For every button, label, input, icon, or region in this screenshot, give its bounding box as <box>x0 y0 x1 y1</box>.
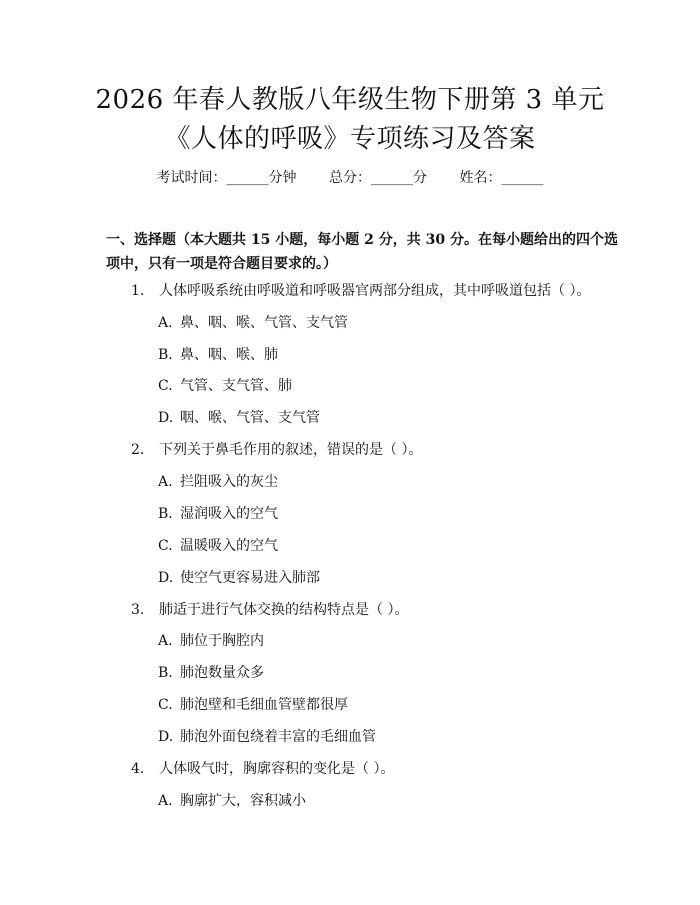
option-text: 鼻、咽、喉、气管、支气管 <box>180 315 348 331</box>
question-2 <box>131 440 422 460</box>
question-1-option-a <box>158 313 348 333</box>
option-letter: B. <box>158 506 173 522</box>
question-number: 3. <box>131 602 145 618</box>
option-letter: D. <box>158 729 174 745</box>
total-score-field: 总分：______分 <box>329 170 427 186</box>
question-number: 2. <box>131 442 145 458</box>
question-text: 人体呼吸系统由呼吸道和呼吸器官两部分组成，其中呼吸道包括（ ）。 <box>159 283 591 299</box>
option-letter: B. <box>158 347 173 363</box>
question-text: 肺适于进行气体交换的结构特点是（ ）。 <box>159 602 409 618</box>
option-text: 咽、喉、气管、支气管 <box>180 410 320 426</box>
question-text: 人体吸气时，胸廓容积的变化是（ ）。 <box>159 761 395 777</box>
option-letter: C. <box>158 697 173 713</box>
option-letter: D. <box>158 570 174 586</box>
option-letter: D. <box>158 410 174 426</box>
option-letter: A. <box>158 315 173 331</box>
question-2-option-a <box>158 472 278 492</box>
question-3 <box>131 600 408 620</box>
question-1 <box>131 281 590 301</box>
question-3-option-c <box>158 695 348 715</box>
option-letter: A. <box>158 633 173 649</box>
question-4 <box>131 759 394 779</box>
option-text: 肺泡数量众多 <box>180 665 264 681</box>
question-1-option-b <box>158 345 278 365</box>
option-letter: A. <box>158 793 173 809</box>
question-number: 4. <box>131 761 145 777</box>
exam-time-field: 考试时间：______分钟 <box>156 170 297 186</box>
question-1-option-d <box>158 408 320 428</box>
question-3-option-a <box>158 631 264 651</box>
option-letter: C. <box>158 538 173 554</box>
document-title-line-1: 2026 年春人教版八年级生物下册第 3 单元 <box>95 85 605 115</box>
question-1-option-c <box>158 376 292 396</box>
option-text: 肺泡外面包绕着丰富的毛细血管 <box>180 729 376 745</box>
option-letter: B. <box>158 665 173 681</box>
question-text: 下列关于鼻毛作用的叙述，错误的是（ ）。 <box>159 442 423 458</box>
option-text: 胸廓扩大，容积减小 <box>180 793 306 809</box>
question-3-option-b <box>158 663 264 683</box>
option-text: 使空气更容易进入肺部 <box>180 570 320 586</box>
question-4-option-a <box>158 791 306 811</box>
question-number: 1. <box>131 283 145 299</box>
question-2-option-c <box>158 536 278 556</box>
student-name-field: 姓名：______ <box>459 170 544 186</box>
option-text: 肺位于胸腔内 <box>180 633 264 649</box>
option-letter: C. <box>158 378 173 394</box>
option-text: 鼻、咽、喉、肺 <box>180 347 278 363</box>
option-text: 温暖吸入的空气 <box>180 538 278 554</box>
option-text: 拦阻吸入的灰尘 <box>180 474 278 490</box>
question-3-option-d <box>158 727 376 747</box>
document-title-line-2: 《人体的呼吸》专项练习及答案 <box>164 124 536 154</box>
question-2-option-d <box>158 568 320 588</box>
option-text: 湿润吸入的空气 <box>180 506 278 522</box>
question-2-option-b <box>158 504 278 524</box>
option-text: 气管、支气管、肺 <box>180 378 292 394</box>
option-letter: A. <box>158 474 173 490</box>
exam-info-line <box>0 168 700 188</box>
option-text: 肺泡壁和毛细血管壁都很厚 <box>180 697 348 713</box>
section-heading: 一、选择题（本大题共 15 小题，每小题 2 分，共 30 分。在每小题给出的四个选项中，只有一项是符合题目要求的。） <box>106 232 618 272</box>
